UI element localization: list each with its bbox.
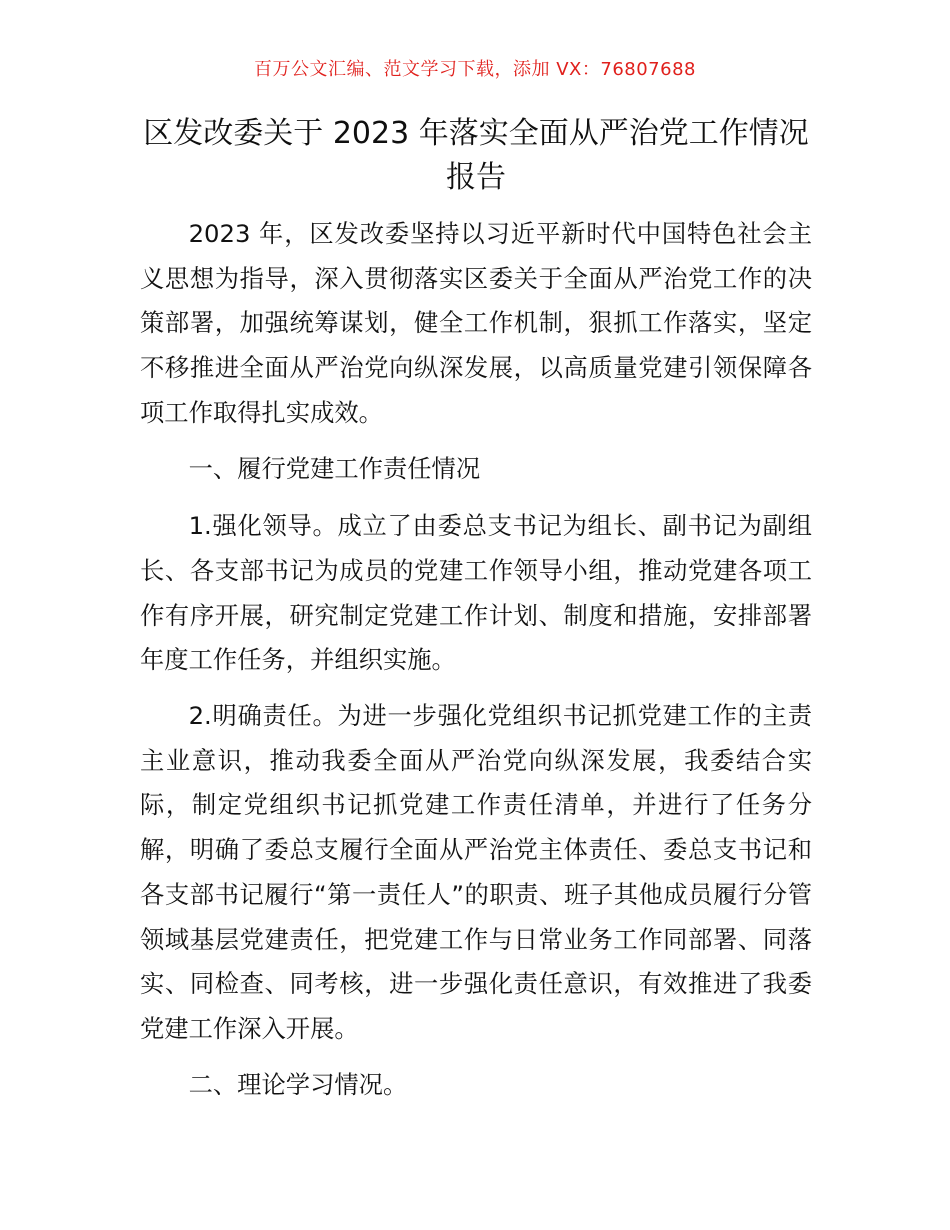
- intro-paragraph: 2023 年，区发改委坚持以习近平新时代中国特色社会主义思想为指导，深入贯彻落实区委关于全面从严治党工作的决策部署，加强统筹谋划，健全工作机制，狠抓工作落实，坚定不移推进全面从严治党向纵深发展，以高质量党建引领保障各项工作取得扎实成效。: [140, 219, 812, 427]
- paragraph-strengthen-leadership: 1.强化领导。成立了由委总支书记为组长、副书记为副组长、各支部书记为成员的党建工作领导小组，推动党建各项工作有序开展，研究制定党建工作计划、制度和措施，安排部署年度工作任务，并组织实施。: [140, 511, 812, 675]
- section-heading-2: 二、理论学习情况。: [188, 1069, 408, 1099]
- watermark-banner: 百万公文汇编、范文学习下载，添加 VX：76807688: [254, 59, 696, 80]
- paragraph-clarify-responsibility: 2.明确责任。为进一步强化党组织书记抓党建工作的主责主业意识，推动我委全面从严治党向纵深发展，我委结合实际，制定党组织书记抓党建工作责任清单，并进行了任务分解，明确了委总支履行全面从严治党主体责任、委总支书记和各支部书记履行“第一责任人”的职责、班子其他成员履行分管领域基层党建责任，把党建工作与日常业务工作同部署、同落实、同检查、同考核，进一步强化责任意识，有效推进了我委党建工作深入开展。: [140, 701, 812, 1043]
- document-body: [140, 212, 812, 1120]
- document-title: 区发改委关于 2023 年落实全面从严治党工作情况报告: [143, 116, 809, 195]
- section-heading-1: 一、履行党建工作责任情况: [188, 453, 481, 483]
